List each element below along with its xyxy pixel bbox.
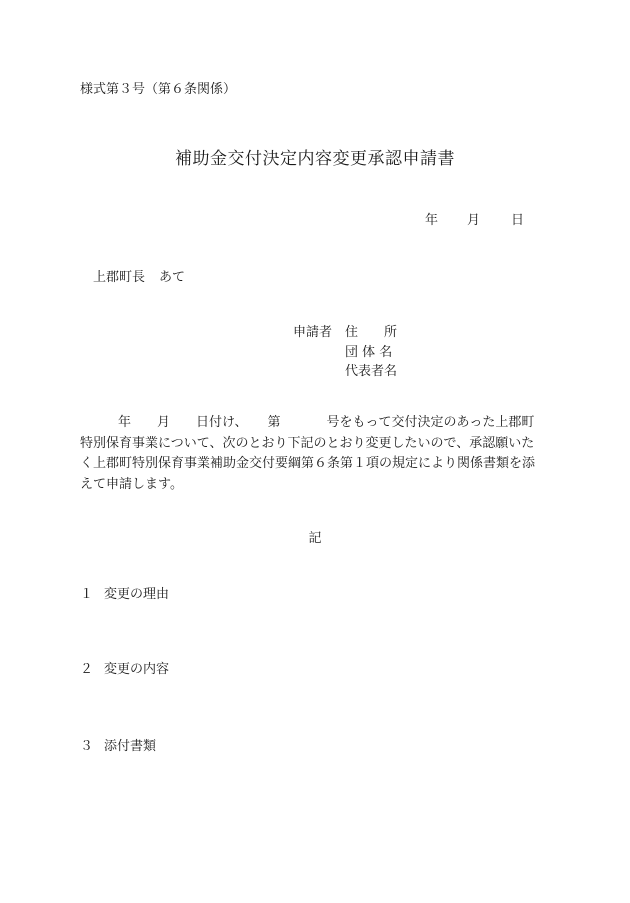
item-number: ２ <box>80 662 94 677</box>
list-item <box>80 658 169 677</box>
item-label: 変更の内容 <box>104 662 170 677</box>
addressee-name: 上郡町長 <box>93 270 146 285</box>
list-item <box>80 735 156 754</box>
form-number: 様式第３号（第６条関係） <box>80 82 237 97</box>
applicant-label: 申請者 <box>293 325 333 340</box>
item-number: ３ <box>80 739 94 754</box>
item-label: 変更の理由 <box>104 587 170 602</box>
applicant-address-field: 住 所 <box>345 325 398 340</box>
addressee-suffix: あて <box>159 270 186 285</box>
body-line-3: く上郡町特別保育事業補助金交付要綱第６条第１項の規定により関係書類を添 <box>80 456 536 471</box>
addressee <box>93 266 185 285</box>
date-day-label: 日 <box>511 213 525 228</box>
list-item <box>80 583 169 602</box>
body-number-prefix: 第 <box>267 415 281 430</box>
date-year-label: 年 <box>425 213 439 228</box>
body-year-label: 年 <box>118 415 132 430</box>
body-line-1-rest: 号をもって交付決定のあった上郡町 <box>326 415 535 430</box>
application-body-paragraph <box>80 413 546 495</box>
item-number: １ <box>80 587 94 602</box>
body-month-label: 月 <box>157 415 171 430</box>
body-line-4: えて申請します。 <box>80 476 183 492</box>
document-title: 補助金交付決定内容変更承認申請書 <box>175 149 455 169</box>
ki-heading: 記 <box>308 531 322 546</box>
body-line-1 <box>80 413 546 434</box>
body-day-label: 日付け、 <box>196 415 248 430</box>
applicant-organization-field: 団 体 名 <box>345 345 393 360</box>
date-month-label: 月 <box>467 213 481 228</box>
date-line <box>425 209 524 228</box>
body-line-2: 特別保育事業について、次のとおり下記のとおり変更したいので、承認願いた <box>80 435 535 451</box>
item-label: 添付書類 <box>104 739 157 754</box>
applicant-representative-field: 代表者名 <box>345 364 398 379</box>
